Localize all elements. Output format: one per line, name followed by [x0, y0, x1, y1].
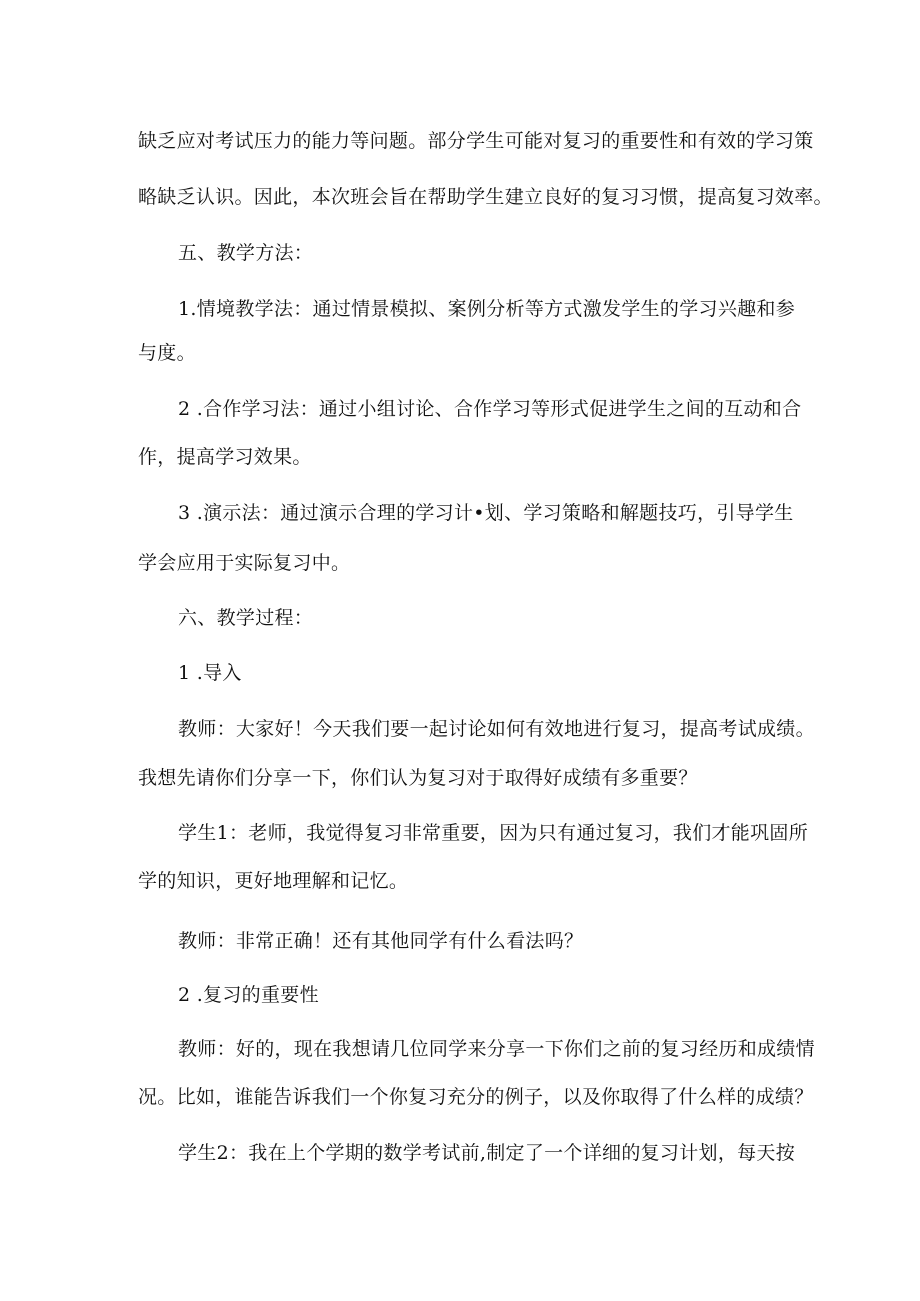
paragraph-line: 3 .演示法：通过演示合理的学习计•划、学习策略和解题技巧，引导学生: [178, 502, 794, 524]
subsection-heading: 2 .复习的重要性: [178, 984, 319, 1006]
paragraph-line: 学的知识，更好地理解和记忆。: [138, 870, 409, 892]
subsection-heading: 1 .导入: [178, 662, 242, 684]
paragraph-line: 与度。: [138, 342, 196, 364]
paragraph-line: 教师：好的，现在我想请几位同学来分享一下你们之前的复习经历和成绩情: [178, 1038, 815, 1060]
paragraph-line: 缺乏应对考试压力的能力等问题。部分学生可能对复习的重要性和有效的学习策: [138, 130, 814, 152]
paragraph-line: 况。比如，谁能告诉我们一个你复习充分的例子，以及你取得了什么样的成绩？: [138, 1086, 814, 1108]
paragraph-line: 作，提高学习效果。: [138, 446, 312, 468]
paragraph-line: 我想先请你们分享一下，你们认为复习对于取得好成绩有多重要？: [138, 767, 698, 789]
paragraph-line: 教师：非常正确！还有其他同学有什么看法吗？: [178, 930, 584, 952]
paragraph-line: 学会应用于实际复习中。: [138, 552, 351, 574]
paragraph-line: 学生2：我在上个学期的数学考试前,制定了一个详细的复习计划，每天按: [178, 1142, 796, 1164]
section-heading: 五、教学方法：: [178, 242, 314, 264]
paragraph-line: 1.情境教学法：通过情景模拟、案例分析等方式激发学生的学习兴趣和参: [178, 298, 796, 320]
paragraph-line: 学生1：老师，我觉得复习非常重要，因为只有通过复习，我们才能巩固所: [178, 822, 808, 844]
paragraph-line: 略缺乏认识。因此，本次班会旨在帮助学生建立良好的复习习惯，提高复习效率。: [138, 186, 833, 208]
paragraph-line: 2 .合作学习法：通过小组讨论、合作学习等形式促进学生之间的互动和合: [178, 398, 802, 420]
paragraph-line: 教师：大家好！今天我们要一起讨论如何有效地进行复习，提高考试成绩。: [178, 718, 815, 740]
section-heading: 六、教学过程：: [178, 607, 314, 629]
